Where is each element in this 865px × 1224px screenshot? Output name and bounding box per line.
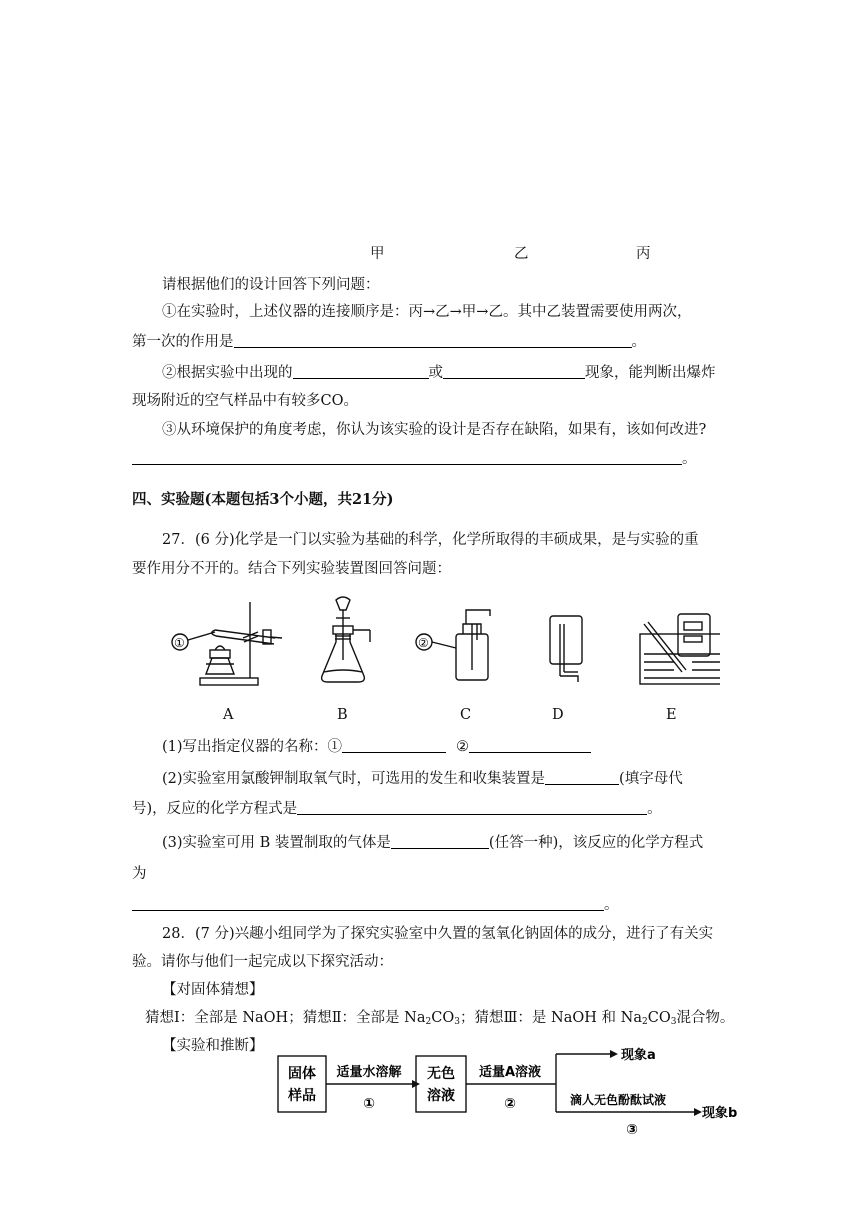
q27-s1-text: (1)写出指定仪器的名称：①: [162, 739, 343, 755]
q26-intro: 请根据他们的设计回答下列问题：: [162, 277, 380, 293]
flow-n3: ③: [626, 1122, 638, 1138]
formula-na: Na: [620, 1010, 642, 1026]
q26-p2-a-text: ②根据实验中出现的: [162, 365, 293, 381]
marker-1: ①: [174, 636, 185, 650]
marker-2: ②: [418, 636, 429, 650]
apparatus-a: [200, 602, 282, 685]
period: 。: [631, 334, 646, 350]
q26-p1-b-text: 第一次的作用是: [132, 334, 234, 350]
subscript: 3: [454, 1017, 460, 1027]
q26-p1-b: [132, 331, 646, 352]
q27-answer-blank-1[interactable]: [342, 736, 446, 753]
label-b: B: [337, 707, 348, 723]
q26-p2-a: [162, 362, 716, 383]
label-yi: 乙: [514, 246, 529, 262]
q27-answer-blank-6[interactable]: [132, 894, 604, 911]
label-jia: 甲: [370, 246, 385, 262]
subscript: 3: [670, 1017, 677, 1027]
q27-s2-a: [162, 768, 683, 789]
apparatus-d: [550, 616, 582, 682]
flow-box1-line2: 样品: [288, 1088, 316, 1104]
apparatus-figure: [160, 590, 720, 725]
q28-guess-end: 混合物。: [676, 1010, 735, 1026]
label-c: C: [460, 707, 472, 723]
flow-chart: [276, 1040, 740, 1140]
formula-co: CO: [647, 1010, 671, 1026]
subscript: 2: [425, 1017, 432, 1027]
flow-box1-line1: 固体: [288, 1066, 316, 1082]
flow-result-a: 现象a: [621, 1048, 656, 1063]
period: 。: [604, 897, 619, 913]
q27-answer-blank-5[interactable]: [391, 832, 489, 849]
section-title: 四、实验题(本题包括3个小题，共21分): [132, 491, 394, 508]
flow-box2-line2: 溶液: [427, 1088, 455, 1104]
flow-step3: 滴人无色酚酞试液: [569, 1093, 667, 1107]
q26-p1-a: ①在实验时，上述仪器的连接顺序是：丙→乙→甲→乙。其中乙装置需要使用两次，: [162, 304, 692, 320]
q27-s2-c: [132, 798, 662, 819]
q27-s3-a: [162, 832, 703, 853]
label-bing: 丙: [636, 246, 651, 262]
flow-step2: 适量A溶液: [478, 1065, 542, 1080]
q28-guess-sep: ；猜想Ⅲ：是 NaOH 和: [459, 1010, 621, 1026]
period: 。: [647, 801, 662, 817]
q26-p2-or: 或: [428, 365, 443, 381]
q28-intro-a: 28．(7 分)兴趣小组同学为了探究实验室中久置的氢氧化钠固体的成分，进行了有关实: [162, 926, 714, 942]
flow-n2: ②: [504, 1096, 516, 1112]
q26-answer-blank-2[interactable]: [293, 362, 429, 379]
q26-p3: ③从环境保护的角度考虑，你认为该实验的设计是否存在缺陷，如果有，该如何改进?: [162, 422, 707, 438]
q27-s2-b-text: (填字母代: [619, 771, 683, 787]
q27-s1-b: ②: [456, 739, 470, 755]
q26-answer-blank-3[interactable]: [443, 362, 585, 379]
q26-answer-blank-1[interactable]: [234, 331, 632, 348]
q27-answer-blank-4[interactable]: [297, 798, 647, 815]
q27-s1: [162, 736, 591, 757]
q27-s3-answer: [132, 894, 619, 915]
q28-heading-guess: 【对固体猜想】: [162, 982, 264, 998]
apparatus-e: [640, 614, 720, 684]
q28-intro-b: 验。请你与他们一起完成以下探究活动：: [132, 954, 393, 970]
period: 。: [682, 451, 697, 467]
q27-answer-blank-3[interactable]: [545, 768, 619, 785]
flow-box2-line1: 无色: [427, 1066, 455, 1082]
q27-intro-b: 要作用分不开的。结合下列实验装置图回答问题：: [132, 561, 451, 577]
q28-guesses: [145, 1008, 734, 1032]
q27-s3-a-text: (3)实验室可用 B 装置制取的气体是: [162, 835, 391, 851]
q26-answer-blank-4[interactable]: [132, 448, 682, 465]
flow-step1: 适量水溶解: [336, 1065, 402, 1080]
q28-guess-1: 猜想Ⅰ：全部是 NaOH；猜想Ⅱ：全部是 Na: [145, 1010, 426, 1026]
q27-intro-a: 27．(6 分)化学是一门以实验为基础的科学，化学所取得的丰硕成果，是与实验的重: [162, 532, 699, 548]
q26-p2-c: 现场附近的空气样品中有较多CO。: [132, 393, 358, 409]
label-d: D: [552, 707, 564, 723]
q26-p3-answer: [132, 448, 697, 469]
q27-s3-c: 为: [132, 866, 147, 882]
q27-answer-blank-2[interactable]: [469, 736, 591, 753]
formula-co: CO: [431, 1010, 455, 1026]
q27-s3-b-text: (任答一种)，该反应的化学方程式: [488, 835, 704, 851]
flow-n1: ①: [363, 1096, 375, 1112]
q27-s2-c-text: 号)，反应的化学方程式是: [132, 801, 298, 817]
q26-p2-b-text: 现象，能判断出爆炸: [585, 365, 716, 381]
subscript: 2: [641, 1017, 648, 1027]
q27-s2-a-text: (2)实验室用氯酸钾制取氧气时，可选用的发生和收集装置是: [162, 771, 546, 787]
apparatus-b: [322, 597, 370, 682]
label-a: A: [223, 707, 234, 723]
apparatus-c: [456, 610, 490, 680]
label-e: E: [666, 707, 677, 723]
q28-heading-experiment: 【实验和推断】: [162, 1038, 264, 1054]
flow-result-b: 现象b: [702, 1106, 738, 1121]
